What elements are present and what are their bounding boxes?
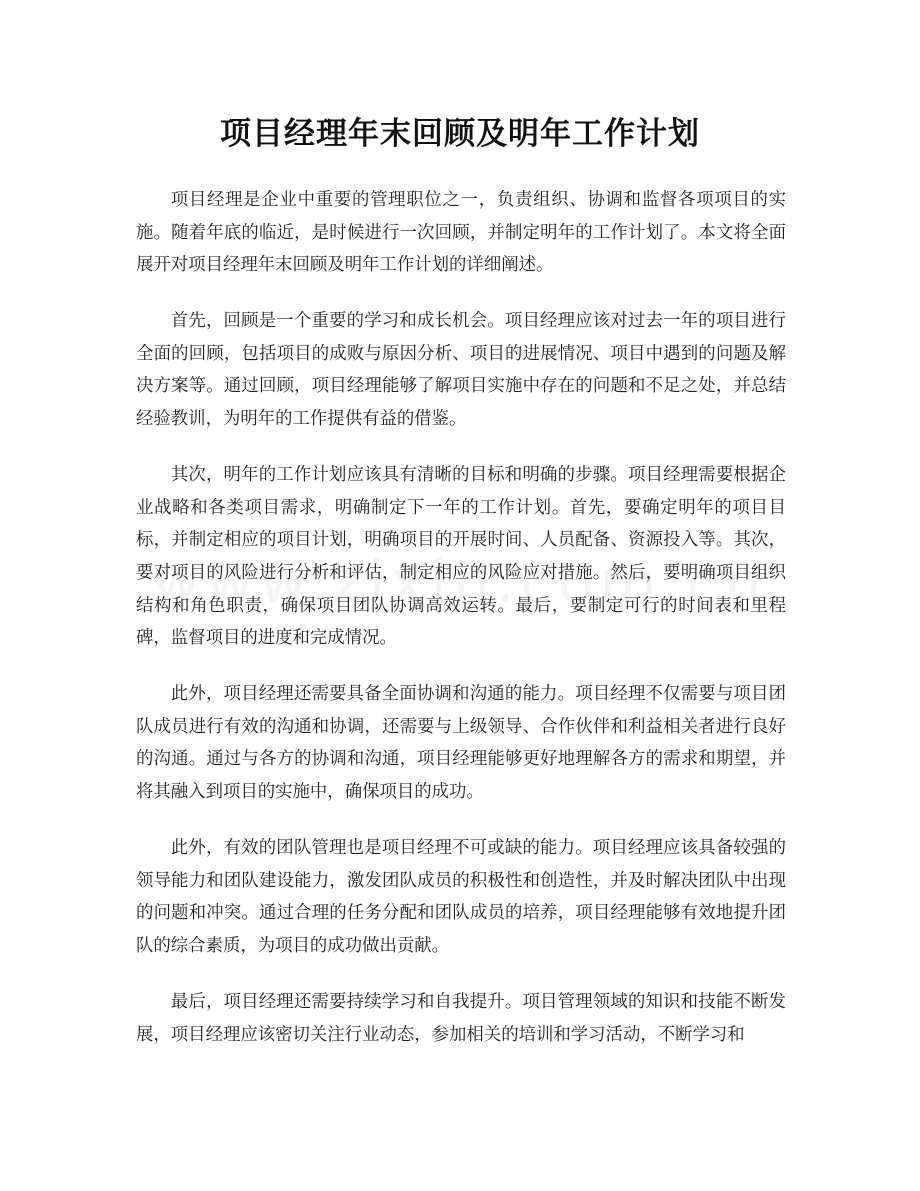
paragraph-communication: 此外，项目经理还需要具备全面协调和沟通的能力。项目经理不仅需要与项目团队成员进行有效的沟通和协调，还需要与上级领导、合作伙伴和利益相关者进行良好的沟通。通过与各方的协调和沟通，项目经理能够更好地理解各方的需求和期望，并将其融入到项目的实施中，确保项目的成功。 <box>136 684 786 802</box>
paragraph-review: 首先，回顾是一个重要的学习和成长机会。项目经理应该对过去一年的项目进行全面的回顾，包括项目的成败与原因分析、项目的进展情况、项目中遇到的问题及解决方案等。通过回顾，项目经理能够了解项目实施中存在的问题和不足之处，并总结经验教训，为明年的工作提供有益的借鉴。 <box>136 311 786 430</box>
paragraph-intro: 项目经理是企业中重要的管理职位之一，负责组织、协调和监督各项项目的实施。随着年底的临近，是时候进行一次回顾，并制定明年的工作计划了。本文将全面展开对项目经理年末回顾及明年工作计划的详细阐述。 <box>136 190 786 276</box>
paragraph-team-management: 此外，有效的团队管理也是项目经理不可或缺的能力。项目经理应该具备较强的领导能力和团队建设能力，激发团队成员的积极性和创造性，并及时解决团队中出现的问题和冲突。通过合理的任务分配和团队成员的培养，项目经理能够有效地提升团队的综合素质，为项目的成功做出贡献。 <box>136 838 786 956</box>
document-body <box>136 184 786 1075</box>
document-title: 项目经理年末回顾及明年工作计划 <box>220 116 700 152</box>
paragraph-learning: 最后，项目经理还需要持续学习和自我提升。项目管理领域的知识和技能不断发展，项目经理应该密切关注行业动态，参加相关的培训和学习活动，不断学习和 <box>136 991 786 1045</box>
paragraph-plan: 其次，明年的工作计划应该具有清晰的目标和明确的步骤。项目经理需要根据企业战略和各类项目需求，明确制定下一年的工作计划。首先，要确定明年的项目目标，并制定相应的项目计划，明确项目的开展时间、人员配备、资源投入等。其次，要对项目的风险进行分析和评估，制定相应的风险应对措施。然后，要明确项目组织结构和角色职责，确保项目团队协调高效运转。最后，要制定可行的时间表和里程碑，监督项目的进度和完成情况。 <box>136 465 786 649</box>
